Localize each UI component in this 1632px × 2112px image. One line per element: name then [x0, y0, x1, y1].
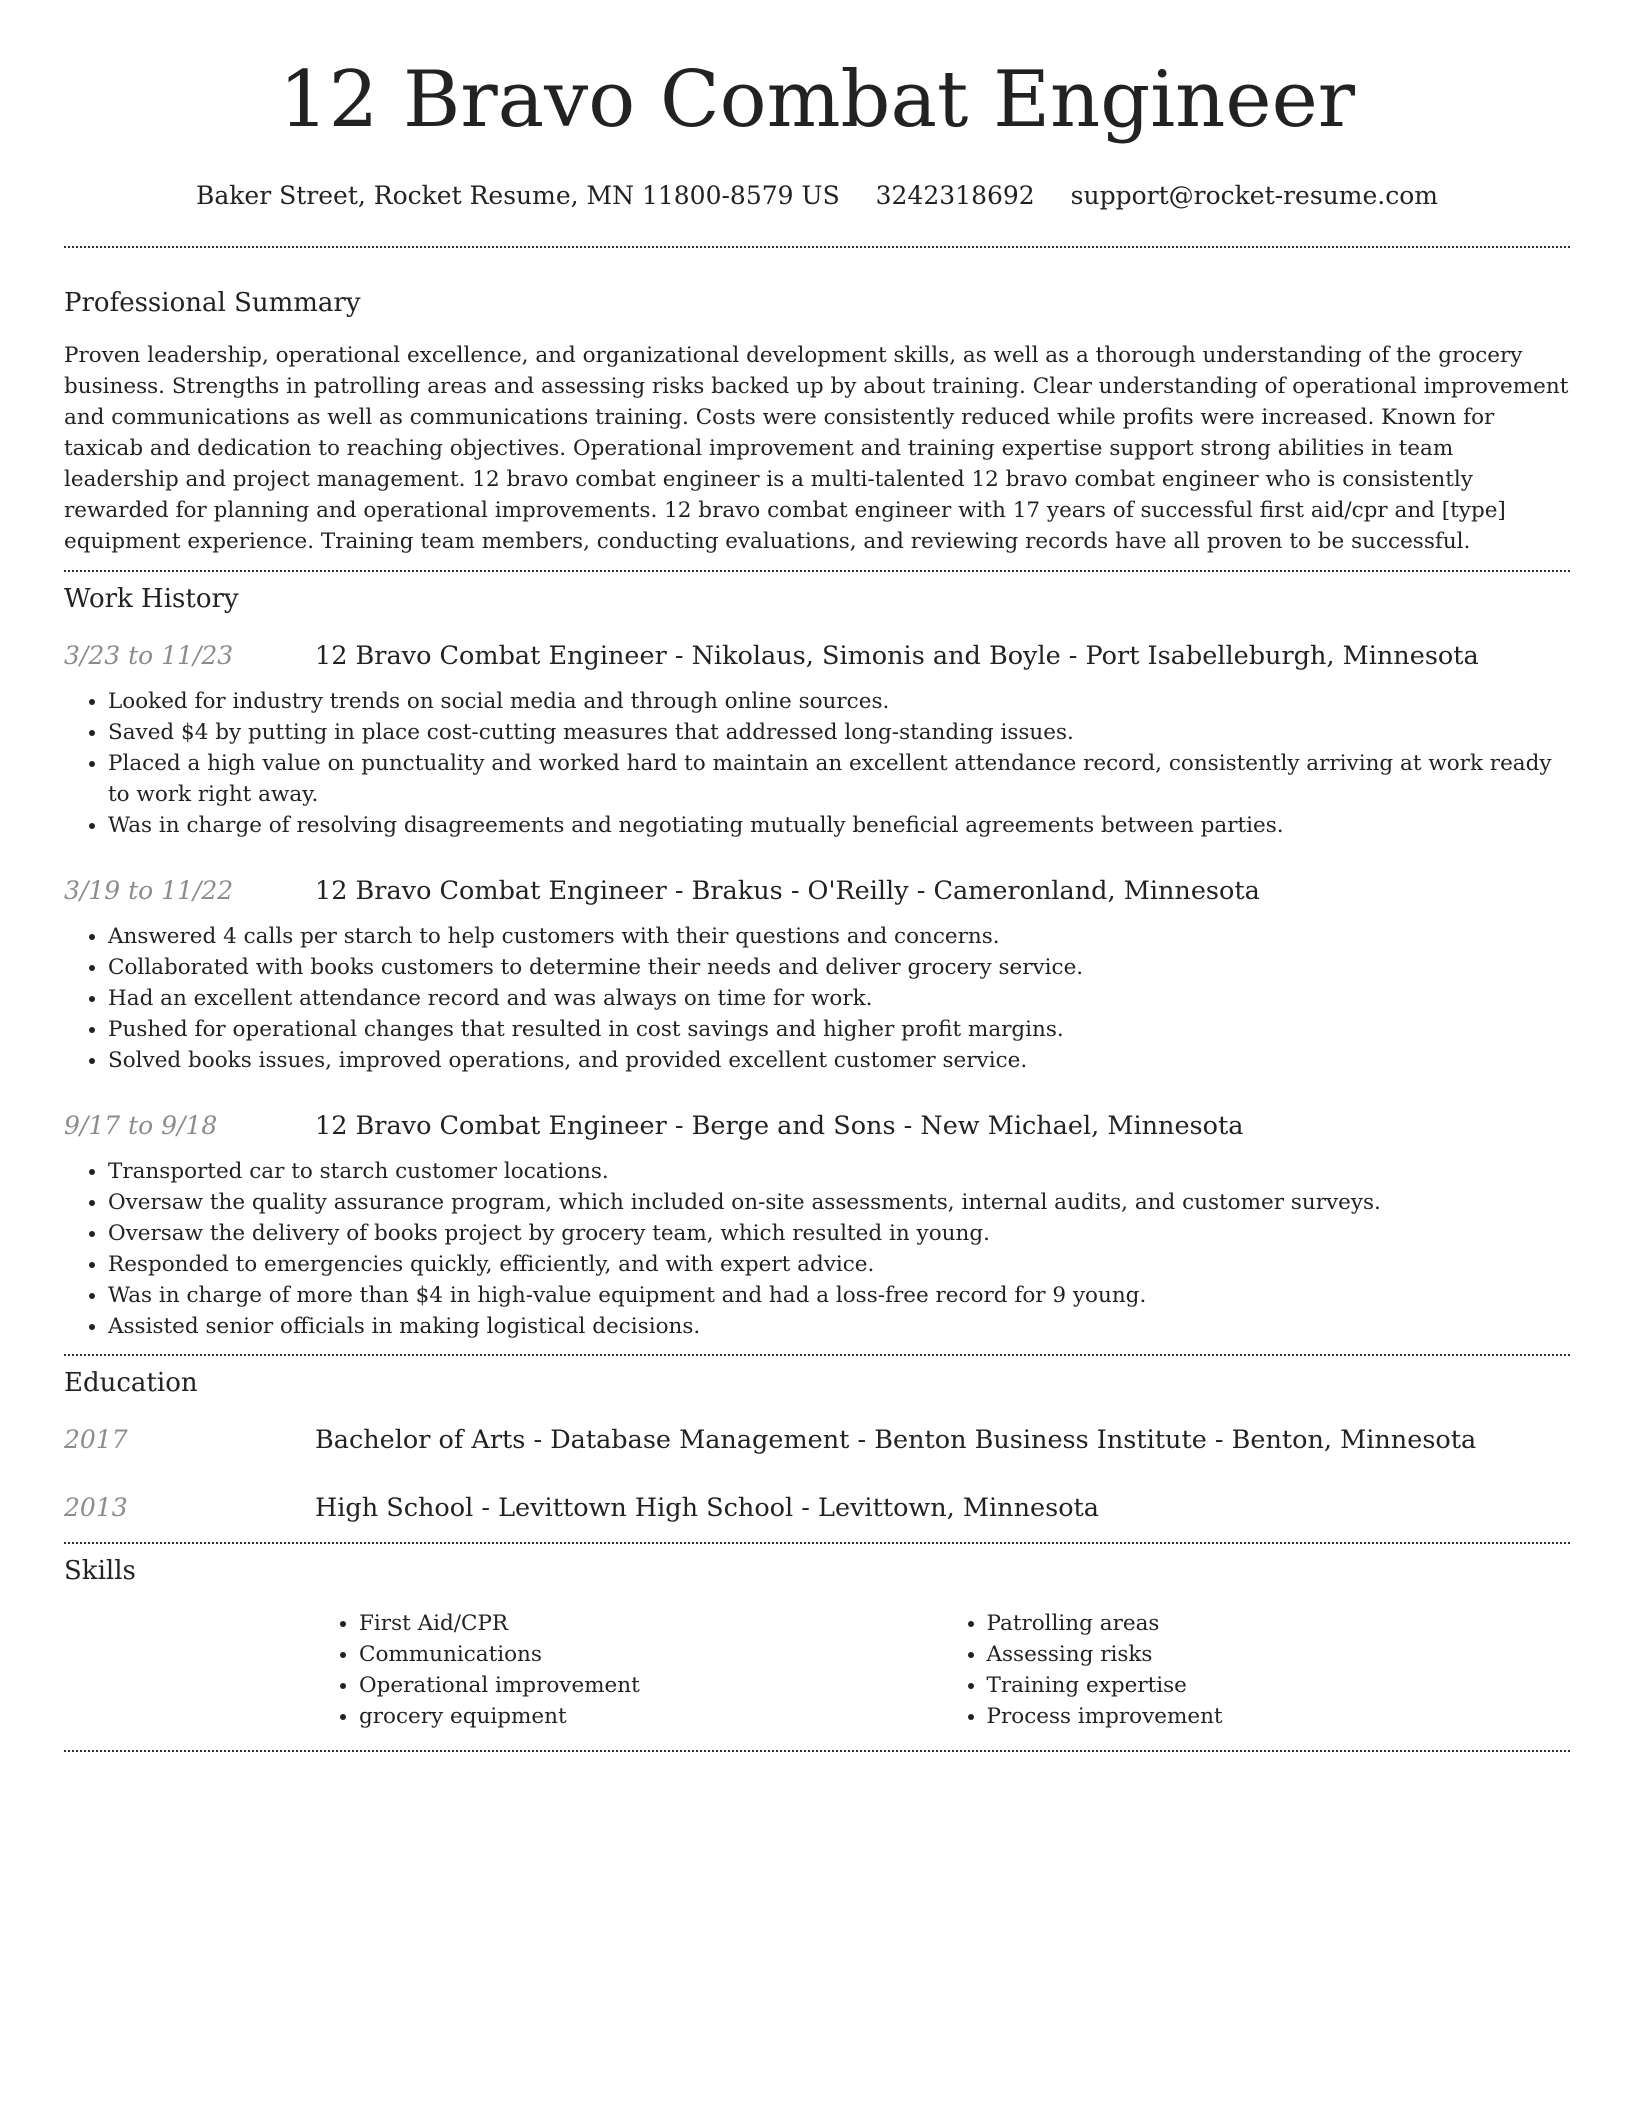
job-position: 12 Bravo Combat Engineer: [315, 876, 667, 906]
divider: [64, 1354, 1570, 1356]
address: Baker Street, Rocket Resume, MN 11800-8579 US: [196, 181, 840, 210]
education-title: [315, 1492, 1099, 1524]
education-heading: Education: [64, 1368, 198, 1398]
education-entry: [64, 1424, 1570, 1456]
summary-text: Proven leadership, operational excellence, and organizational development skills, as well as a thorough understanding of the grocery business. Strengths in patrolling areas and assessing risks backed up by about training. Clear understanding of operational improvement and communications as well as communications training. Costs were consistently reduced while profits were increased. Known for taxicab and dedication to reaching objectives. Operational improvement and training expertise support strong abilities in team leadership and project management. 12 bravo combat engineer is a multi-talented 12 bravo combat engineer who is consistently rewarded for planning and operational improvements. 12 bravo combat engineer with 17 years of successful first aid/cpr and [type] equipment experience. Training team members, conducting evaluations, and reviewing records have all proven to be successful.: [64, 343, 1569, 554]
work-history-heading: Work History: [64, 584, 239, 614]
job-position: 12 Bravo Combat Engineer: [315, 641, 667, 671]
list-item: • Was in charge of resolving disagreements and negotiating mutually beneficial agreements between parties.: [108, 810, 1570, 841]
education-title: [315, 1424, 1476, 1456]
skill-item: • Communications: [359, 1639, 943, 1670]
skill-item: • grocery equipment: [359, 1701, 943, 1732]
job-entry: [64, 1110, 1570, 1342]
education-school: - Levittown High School - Levittown, Minnesota: [473, 1493, 1099, 1523]
list-item: • Had an excellent attendance record and was always on time for work.: [108, 983, 1570, 1014]
list-item: • Saved $4 by putting in place cost-cutting measures that addressed long-standing issues.: [108, 717, 1570, 748]
list-item: • Was in charge of more than $4 in high-value equipment and had a loss-free record for 9 young.: [108, 1280, 1570, 1311]
skills-column-left: [315, 1608, 943, 1732]
job-dates: 9/17 to 9/18: [64, 1111, 218, 1140]
list-item: • Assisted senior officials in making logistical decisions.: [108, 1311, 1570, 1342]
skill-item: • Assessing risks: [987, 1639, 1571, 1670]
list-item: • Collaborated with books customers to determine their needs and deliver grocery service.: [108, 952, 1570, 983]
job-dates: 3/23 to 11/23: [64, 641, 234, 670]
divider: [64, 570, 1570, 572]
job-header: [64, 640, 1570, 672]
job-title: [315, 875, 1260, 907]
job-position: 12 Bravo Combat Engineer: [315, 1111, 667, 1141]
job-entry: [64, 875, 1570, 1076]
education-degree: High School: [315, 1493, 474, 1523]
contact-line: [64, 180, 1570, 212]
skill-item: • Process improvement: [987, 1701, 1571, 1732]
list-item: • Answered 4 calls per starch to help customers with their questions and concerns.: [108, 921, 1570, 952]
skill-item: • Patrolling areas: [987, 1608, 1571, 1639]
divider: [64, 246, 1570, 248]
skill-item: • First Aid/CPR: [359, 1608, 943, 1639]
skills-list: [315, 1608, 1570, 1732]
job-employer: - Nikolaus, Simonis and Boyle - Port Isabelleburgh, Minnesota: [666, 641, 1479, 671]
job-dates: 3/19 to 11/22: [64, 876, 234, 905]
job-title: [315, 1110, 1243, 1142]
list-item: • Oversaw the delivery of books project by grocery team, which resulted in young.: [108, 1218, 1570, 1249]
skills-column-right: [943, 1608, 1571, 1732]
email: support@rocket-resume.com: [1070, 181, 1438, 210]
list-item: • Looked for industry trends on social media and through online sources.: [108, 686, 1570, 717]
job-employer: - Berge and Sons - New Michael, Minnesota: [666, 1111, 1244, 1141]
job-entry: [64, 640, 1570, 841]
resume-page: [64, 0, 1570, 1752]
job-title: [315, 640, 1479, 672]
phone: 3242318692: [875, 181, 1035, 210]
skill-item: • Operational improvement: [359, 1670, 943, 1701]
candidate-name: 12 Bravo Combat Engineer: [278, 55, 1356, 145]
skill-item: • Training expertise: [987, 1670, 1571, 1701]
list-item: • Placed a high value on punctuality and worked hard to maintain an excellent attendance record, consistently arriving at work ready to work right away.: [108, 748, 1570, 810]
list-item: • Transported car to starch customer locations.: [108, 1156, 1570, 1187]
job-header: [64, 875, 1570, 907]
summary-heading: Professional Summary: [64, 288, 361, 318]
job-header: [64, 1110, 1570, 1142]
education-school: - Benton Business Institute - Benton, Minnesota: [849, 1425, 1477, 1455]
skills-heading: Skills: [64, 1556, 136, 1586]
list-item: • Oversaw the quality assurance program, which included on-site assessments, internal audits, and customer surveys.: [108, 1187, 1570, 1218]
divider: [64, 1750, 1570, 1752]
education-year: 2017: [64, 1425, 128, 1454]
job-bullets: [64, 921, 1570, 1076]
education-year: 2013: [64, 1493, 128, 1522]
list-item: • Pushed for operational changes that resulted in cost savings and higher profit margins.: [108, 1014, 1570, 1045]
divider: [64, 1542, 1570, 1544]
education-entry: [64, 1492, 1570, 1524]
list-item: • Solved books issues, improved operations, and provided excellent customer service.: [108, 1045, 1570, 1076]
job-bullets: [64, 686, 1570, 841]
job-employer: - Brakus - O'Reilly - Cameronland, Minnesota: [666, 876, 1260, 906]
list-item: • Responded to emergencies quickly, efficiently, and with expert advice.: [108, 1249, 1570, 1280]
job-bullets: [64, 1156, 1570, 1342]
education-degree: Bachelor of Arts - Database Management: [315, 1425, 850, 1455]
